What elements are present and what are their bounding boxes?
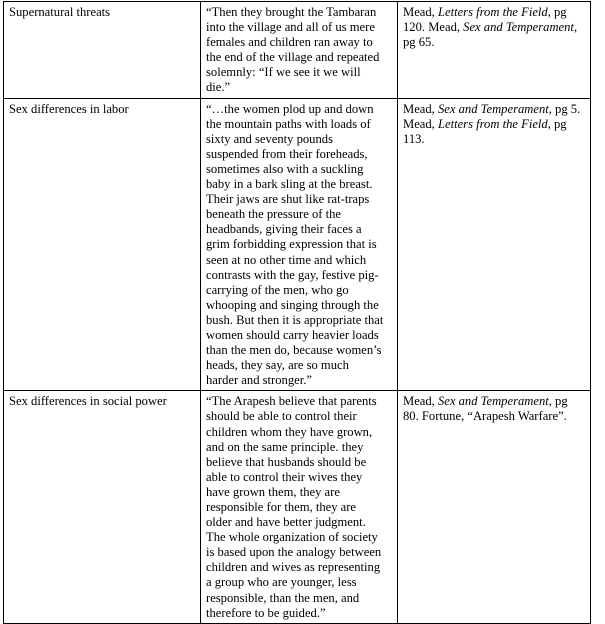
source-part: , pg 120. Mead, [403,5,567,35]
source-title: Sex and Temperament [463,20,574,35]
table-row [4,2,591,99]
quote-cell [201,391,398,623]
topic-text: Sex differences in social power [9,394,167,409]
source-cell [398,2,591,99]
table-row [4,98,591,391]
source-part: , pg 5. Mead, [403,101,581,131]
topic-text: Sex differences in labor [9,101,129,116]
source-part: Mead, [403,394,438,409]
source-part: Mead, [403,101,438,116]
source-cell [398,98,591,391]
topic-cell [4,391,201,623]
evidence-table [3,1,591,624]
source-title: Letters from the Field [437,5,548,19]
quote-text: “Then they brought the Tambaran into the village and all of us mere females and children ran away to the end of the village and repeated solemnly: “If we see it we will die.” [206,5,380,95]
topic-text: Supernatural threats [9,5,111,19]
quote-cell [201,98,398,391]
quote-text: “The Arapesh believe that parents should be able to control their children whom they have grown, and on the same principle. they believe that husbands should be able to control their wives they have grown them, they are responsible for them, they are older and have better judgment. The whole organization of society is based upon the analogy between children and wives as representing a group who are younger, less responsible, than the men, and therefore to be guided.” [206,394,382,620]
source-part: , pg 80. Fortune, “Arapesh Warfare”. [403,394,568,424]
source-part: , pg 113. [403,116,567,146]
topic-cell [4,2,201,99]
topic-cell [4,98,201,391]
quote-text: “…the women plod up and down the mountain paths with loads of sixty and seventy pounds suspended from their foreheads, sometimes also with a suckling baby in a bark sling at the breast. Their jaws are shut like rat-traps beneath the pressure of the headbands, giving their faces a grim forbidding expression that is seen at no other time and which contrasts with the gay, festive pig- carrying of the men, who go whooping and singing through the bush. But then it is appropriate that women should carry heavier loads than the men do, because women’s heads, they say, are so much harder and stronger.” [206,101,384,388]
source-part: Mead, [403,5,438,19]
source-title: Sex and Temperament [437,394,549,409]
table-row [4,391,591,623]
source-cell [398,391,591,623]
quote-cell [201,2,398,99]
source-title: Sex and Temperament [437,101,549,116]
source-part: , pg 65. [403,20,578,50]
source-title: Letters from the Field [437,116,548,131]
